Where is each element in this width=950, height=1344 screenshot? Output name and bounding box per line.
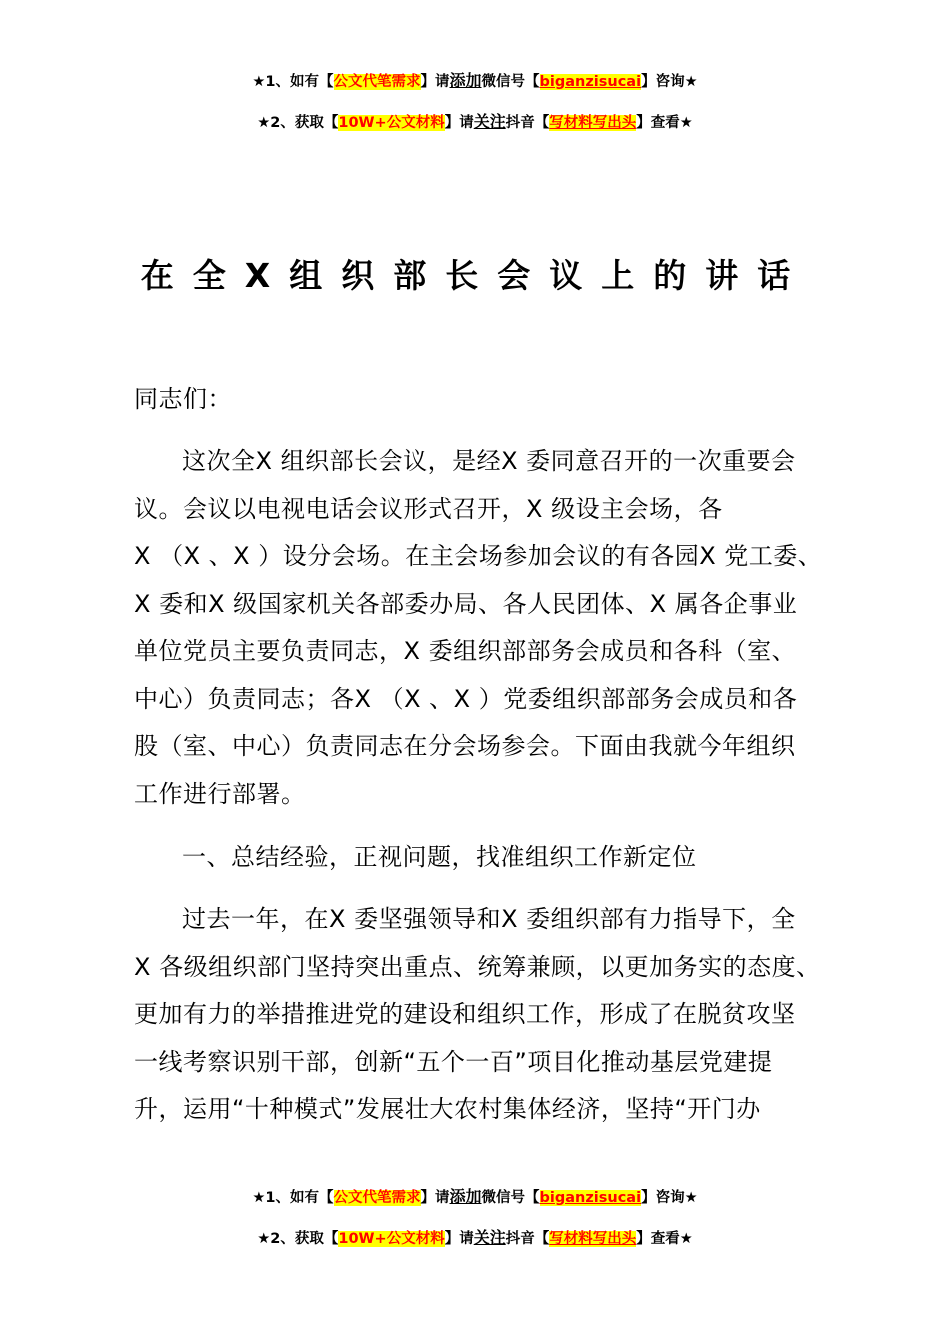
promo-underlined: 添加 (449, 71, 482, 90)
promo-text: ★1、如有【 (252, 74, 334, 90)
paragraph-2 (134, 896, 834, 1134)
promo-line-douyin-footer (0, 1228, 950, 1249)
promo-text: 】咨询★ (641, 1190, 698, 1206)
promo-line-douyin (0, 112, 950, 133)
promo-text: 】请 (444, 115, 474, 131)
promo-text: 】请 (420, 74, 450, 90)
promo-text: 】查看★ (636, 1231, 693, 1247)
promo-text: 】咨询★ (641, 74, 698, 90)
document-title: 在全X组织部长会议上的讲话 (140, 256, 810, 295)
promo-text: ★2、获取【 (257, 115, 339, 131)
paragraph-line: 过去一年，在X 委坚强领导和X 委组织部有力指导下，全 (182, 905, 796, 933)
paragraph-line: X （X 、X ）设分会场。在主会场参加会议的有各园X 党工委、 (134, 542, 823, 570)
section-heading: 一、总结经验，正视问题，找准组织工作新定位 (182, 843, 697, 871)
promo-highlight: 公文代笔需求 (333, 74, 421, 90)
promo-underlined: 关注 (473, 112, 506, 131)
promo-highlight: 公文代笔需求 (333, 1190, 421, 1206)
promo-underlined: 关注 (473, 1228, 506, 1247)
salutation: 同志们： (134, 385, 232, 413)
promo-highlight: 10W+公文材料 (338, 115, 445, 131)
promo-text: 】请 (444, 1231, 474, 1247)
promo-underlined: 添加 (449, 1187, 482, 1206)
promo-text: 抖音【 (505, 115, 550, 131)
paragraph-line: X 各级组织部门坚持突出重点、统筹兼顾，以更加务实的态度、 (134, 952, 821, 981)
promo-wechat-id: biganzisucai (539, 1190, 642, 1206)
promo-highlight: 10W+公文材料 (338, 1231, 445, 1247)
paragraph-line: 一线考察识别干部，创新“五个一百”项目化推动基层党建提 (134, 1047, 773, 1076)
promo-wechat-id: biganzisucai (539, 74, 642, 90)
promo-text: 微信号【 (481, 1190, 540, 1206)
promo-line-wechat-footer (0, 1187, 950, 1208)
paragraph-line: 议。会议以电视电话会议形式召开，X 级设主会场，各 (134, 494, 723, 523)
paragraph-line: 这次全X 组织部长会议，是经X 委同意召开的一次重要会 (182, 447, 796, 475)
promo-text: ★2、获取【 (257, 1231, 339, 1247)
promo-text: 抖音【 (505, 1231, 550, 1247)
promo-douyin-name: 写材料写出头 (549, 1231, 637, 1247)
paragraph-1 (134, 438, 834, 818)
promo-text: ★1、如有【 (252, 1190, 334, 1206)
paragraph-line: 升，运用“十种模式”发展壮大农村集体经济，坚持“开门办 (134, 1095, 761, 1123)
paragraph-line: 股（室、中心）负责同志在分会场参会。下面由我就今年组织 (134, 732, 796, 760)
paragraph-line: 工作进行部署。 (134, 779, 306, 808)
promo-douyin-name: 写材料写出头 (549, 115, 637, 131)
promo-text: 】查看★ (636, 115, 693, 131)
paragraph-line: 单位党员主要负责同志，X 委组织部部务会成员和各科（室、 (134, 637, 797, 665)
promo-line-wechat (0, 71, 950, 92)
paragraph-line: X 委和X 级国家机关各部委办局、各人民团体、X 属各企事业 (134, 589, 798, 618)
paragraph-line: 中心）负责同志；各X （X 、X ）党委组织部部务会成员和各 (134, 684, 798, 713)
promo-text: 】请 (420, 1190, 450, 1206)
paragraph-line: 更加有力的举措推进党的建设和组织工作，形成了在脱贫攻坚 (134, 1000, 796, 1028)
promo-text: 微信号【 (481, 74, 540, 90)
